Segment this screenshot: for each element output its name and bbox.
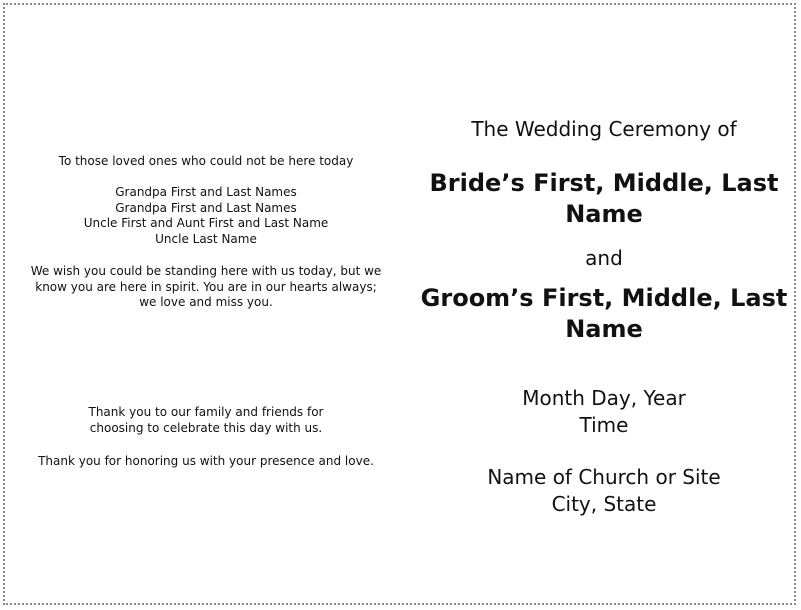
memorial-intro-text: To those loved ones who could not be here today — [58, 154, 354, 168]
thanks-message-line: Thank you to our family and friends for — [88, 405, 324, 419]
ceremony-time: Time — [579, 413, 629, 437]
inside-cover-panel — [12, 0, 400, 610]
and-connector: and — [585, 246, 623, 270]
honor-message-text: Thank you for honoring us with your presence and love. — [38, 454, 374, 468]
memorial-message-line: we love and miss you. — [139, 295, 273, 310]
memorial-message-line: know you are here in spirit. You are in our hearts always; — [35, 279, 377, 294]
front-cover-panel — [404, 0, 801, 610]
groom-name-line: Groom’s First, Middle, Last — [420, 284, 788, 312]
memorial-message-line: We wish you could be standing here with us today, but we — [30, 264, 382, 278]
venue — [404, 464, 801, 518]
memorial-name: Grandpa First and Last Names — [115, 185, 297, 199]
bride-name-line: Bride’s First, Middle, Last — [429, 169, 779, 197]
memorial-name: Uncle First and Aunt First and Last Name — [83, 216, 329, 231]
groom-name — [404, 283, 801, 345]
venue-location: City, State — [551, 492, 657, 516]
honor-message — [12, 454, 400, 470]
groom-name-line: Name — [565, 315, 643, 343]
date-time — [404, 385, 801, 439]
thanks-message — [12, 405, 400, 436]
bride-name — [404, 168, 801, 230]
bride-name-line: Name — [565, 200, 643, 228]
thanks-message-line: choosing to celebrate this day with us. — [89, 420, 323, 435]
ceremony-date: Month Day, Year — [522, 386, 686, 410]
memorial-names-list — [12, 185, 400, 247]
memorial-name: Grandpa First and Last Names — [115, 200, 297, 215]
memorial-name: Uncle Last Name — [155, 231, 257, 246]
memorial-intro — [12, 154, 400, 170]
ceremony-title: The Wedding Ceremony of — [471, 117, 737, 141]
memorial-message — [12, 264, 400, 311]
venue-name: Name of Church or Site — [487, 465, 721, 489]
